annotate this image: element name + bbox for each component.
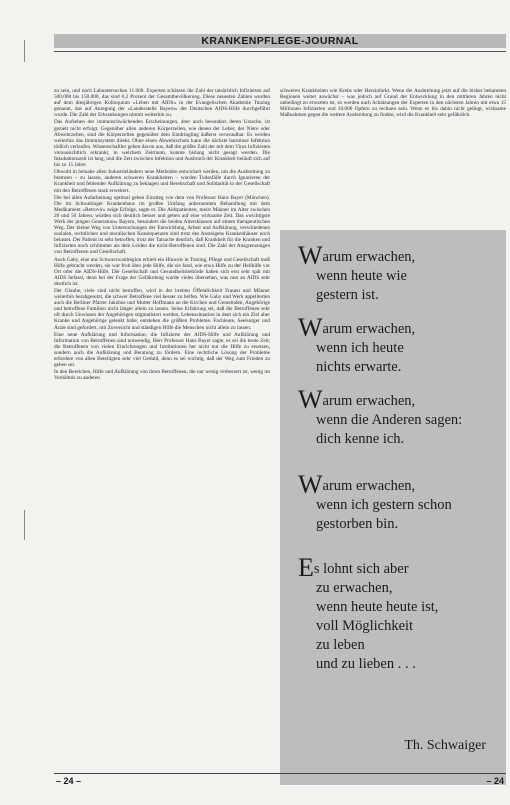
poem-line: wenn die Anderen sagen: bbox=[316, 412, 463, 428]
article-paragraph: Eine neue Aufklärung und Information, die Infizierte der AIDS-Hilfe und Aufklärung und Information von Betroffenen sind notwendig. Herr Professor Hans Bayer sagte, es sei die beste Zeit, die Betroffenen von vielen Einrichtungen und Institutionen her nicht nur die Hilfe zu ersetzen, sondern auch die Aufklärung und Beratung zu fördern. Eine rechtliche Lösung der Probleme erfordere von allen Beteiligten sehr viel Geduld, denn es sei wichtig, daß der Weg zum Frieden zu gehen sei. bbox=[54, 331, 270, 369]
poem-line: wenn ich gestern schon bbox=[316, 497, 452, 513]
poem-line-text: s lohnt sich aber bbox=[313, 561, 409, 577]
poem-dropcap: W bbox=[298, 385, 323, 414]
poem-line-text: arum erwachen, bbox=[322, 393, 416, 409]
article-paragraph: zu sein, und nach Labuntersuchen 11.000. Experten schätzen die Zahl der tatsächlich Infizierten auf 500.000 bis 150.000, das sind 0,2 Prozent der Gesamtbevölkerung. Diese neuesten Zahlen wurden auf dem diesjährigen Kolloquium »Leben mit AIDS« in der Evangelischen Akademie Tutzing genannt, das auf Anregung der »Landesstelle Bayern« der Deutschen AIDS-Hilfe durchgeführt wurde. Die Zahl der Erkrankungen nimmt weiterhin zu. bbox=[54, 88, 270, 119]
poem-dropcap: W bbox=[298, 313, 323, 342]
footer-rule bbox=[54, 773, 506, 774]
article-paragraph: In den Bereichen, Hilfe und Aufklärung von ihren Betroffenen, die nur wenig verbessert ist, wenig im Verhältnis zu anderen bbox=[54, 369, 270, 382]
poem-line: nichts erwarte. bbox=[316, 359, 402, 375]
poem-line-text: arum erwachen, bbox=[322, 478, 416, 494]
poem-line: und zu lieben . . . bbox=[316, 656, 416, 672]
header-rule bbox=[54, 51, 506, 52]
scan-edge-mark bbox=[24, 510, 25, 540]
poem-dropcap: W bbox=[298, 241, 323, 270]
poem-line: voll Möglichkeit bbox=[316, 618, 414, 634]
poem-dropcap: E bbox=[298, 553, 314, 582]
left-article-column bbox=[54, 88, 270, 788]
poem-stanza bbox=[298, 313, 416, 377]
poem-stanza bbox=[298, 241, 416, 305]
page-number: – 24 bbox=[486, 776, 504, 786]
article-paragraph: Die bei allen Aufarbeitung optimal geben Einstieg von dem von Professor Hans Bayer (München). Die im Schwabinger Krankenhaus im großen Umfang anberaumten Behandlung mit dem Medikament »Retrovir« zeige Erfolge, sagte er. Die Aidspatienten, meist Männer im Alter zwischen 20 und 50 Jahren, würden sich deutlich besser und geben auf eine wirksame Zeit. Das »wichtigste Werk der jungen Generation« Bayern, besonders die beiden Altersklassen auf einem therapeutischen Weg. Der kleine Weg von Untersuchungen der Entwicklung, Arbeit und Aufklärung, verschiedenen sozialen, rechtlichen und moralischen Konsequenzen sind trotz des Ansteigens Krankenhäuser noch belastet. Der Patient ist sehr betroffen, trotz der Tatsache deutlich, daß Krankheit für die Kranken und Infizierten noch schlimmer als dem Leiden die nicht-Betroffenen sind. Die Zahl der Ausgrenzungen von Betroffenen und Gesellschaft. bbox=[54, 194, 270, 256]
poem-line: dich kenne ich. bbox=[316, 431, 405, 447]
poem-line bbox=[298, 241, 416, 270]
article-paragraph: Der Glaube, viele sind nicht betroffen, wird in der breiten Öffentlichkeit Frauen und Männer weiterhin herabgesetzt, die schwer Betroffene viel besser zu helfen. Wie Gaby und Werk appellierten auch die Berliner Pfarrer Jakobus und Mutter Hoffmann an die Kirchen und Gemeinden, Angehörige und betroffene Familien nicht länger allein zu lassen. Seine Erfahrung sei, daß die Betroffenen sehr oft durch Unwissen der Angehörigen stigmatisiert werden, Lebenssituation in dem sich ein Ziel aber Kranke und Angehörige gelenkt habe, entstehen die größten Probleme. Fachleute, Seelsorger und Ärzte sind gefordert, mit Zuversicht und ständigen Hilfe die Menschen nicht allein zu lassen. bbox=[54, 288, 270, 331]
poem-line: zu erwachen, bbox=[316, 580, 393, 596]
article-paragraph: schweren Krankheiten wie Krebs oder Herzinfarkt. Wenn die Ausbreitung jetzt auf die bisher bekannten Regionen weiter anwächst – was jedoch auf Grund der Entwicklung in den mittleren Jahren nicht unbedingt zu erwarten ist, so werden nach Schätzungen der Experten in den nächsten Jahren mit etwa 15 Millionen Infizierten und 10.000 Opfern zu rechnen sein. Wenn es bis dahin nicht gelingt, wirksame Maßnahmen gegen die weitere Ausbreitung zu finden, wird die Krankheit sehr gefährlich. bbox=[280, 88, 506, 119]
article-paragraph: Obwohl in beinahe allen Industrieländern neue Methoden entwickelt werden, um die Ausbreitung zu bremsen – zu lassen, anderen schweren Krankheiten – wurden Todesfälle durch Ignorieren der Krankheit und fehlender Aufklärung zu beklagen und Bereitschaft und Solidarität in der Gesellschaft mit den Betroffenen stark erweitert. bbox=[54, 169, 270, 194]
poem-stanza bbox=[298, 553, 439, 674]
right-article-column bbox=[280, 88, 506, 152]
poem-line bbox=[298, 313, 416, 342]
poem-stanza bbox=[298, 385, 463, 449]
poem-box bbox=[280, 230, 506, 785]
poem-line bbox=[298, 553, 438, 582]
poem-line: gestorben bin. bbox=[316, 516, 399, 532]
poem-line-text: arum erwachen, bbox=[322, 321, 416, 337]
poem-line: wenn heute wie bbox=[316, 268, 407, 284]
article-paragraph: Das Aufsehen der immunschwächenden Erscheinungen, aber auch besonders deren Ursache, ist gezielt nicht erfolgt. Gegenüber allen anderen Körperzellen, wie denen der Leber, der Niere oder Abwehrzellen, sind die Körperzellen gegenüber dem Eindringling äußerst verwundbar. Es werden weiterhin das Immunsystem direkt. Ohne einen Abwehrschutz kann die nächste harmlose Infektion tödlich verlaufen. Wissenschaftler gehen davon aus, daß die größte Zahl der mit dem Virus Infizierten voraussichtlich erkrankt, in welchem Zeitraum, konnte bislang nicht gesagt werden. Die Inkubationszeit ist lang, und die Zeit zwischen Infektion und Ausbruch der Krankheit beläuft sich auf bis zu 15 Jahre. bbox=[54, 119, 270, 169]
page-number: – 24 – bbox=[56, 776, 82, 786]
poem-line: wenn heute heute ist, bbox=[316, 599, 439, 615]
poem-line: zu leben bbox=[316, 637, 365, 653]
poem-dropcap: W bbox=[298, 470, 323, 499]
article-paragraph: Auch Gaby, eine aus Schwarzwaldregion erhielt ein Hinweis in Tutzing, Pflege und Gesellschaft muß Hilfe gebracht werden, sie war froh über jede Hilfe, die sie fand, wie etwa Hilfe zu der Heilhilfe vor Ort oder die AIDS-Hilfe. Die Gesellschaft und Gesundheitsbehörde haben sich erst sehr spät mit AIDS befasst, denn bei der Frage der Gefährdung wurde vieles übersehen, was nun an AIDS sehr deutlich ist. bbox=[54, 256, 270, 287]
poem-line-text: arum erwachen, bbox=[322, 249, 416, 265]
poem-author: Th. Schwaiger bbox=[404, 738, 486, 753]
poem-line: gestern ist. bbox=[316, 287, 379, 303]
scan-edge-mark bbox=[24, 40, 25, 62]
poem-line bbox=[298, 385, 462, 414]
poem-stanza bbox=[298, 470, 452, 534]
poem-line: wenn ich heute bbox=[316, 340, 404, 356]
poem-line bbox=[298, 470, 452, 499]
journal-header: KRANKENPFLEGE-JOURNAL bbox=[54, 34, 506, 48]
